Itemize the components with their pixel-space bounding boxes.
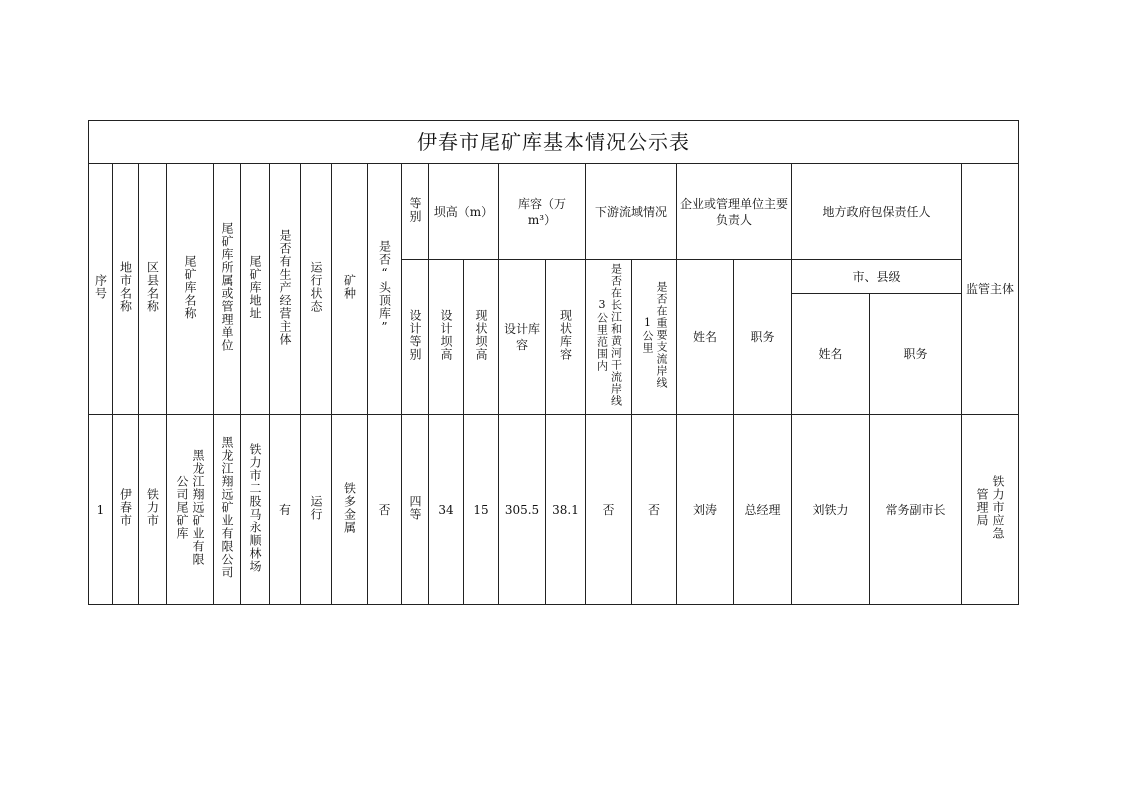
cell-city: 伊春市	[113, 415, 139, 605]
header-production-entity: 是否有生产经营主体	[270, 164, 301, 415]
header-city: 地市名称	[113, 164, 139, 415]
cell-company-title: 总经理	[734, 415, 792, 605]
header-gov-name: 姓名	[792, 294, 870, 415]
header-company-name: 姓名	[677, 260, 734, 415]
header-head-reservoir: 是否“头顶库”	[368, 164, 402, 415]
header-capacity-group: 库容（万 m³）	[499, 164, 586, 260]
header-seq: 序号	[89, 164, 113, 415]
tailings-table	[88, 120, 1019, 605]
cell-current-capacity: 38.1	[546, 415, 586, 605]
cell-tailings-name: 黑龙江翔远矿业有限公司尾矿库	[167, 415, 214, 605]
cell-company-name: 刘涛	[677, 415, 734, 605]
cell-county: 铁力市	[139, 415, 167, 605]
table-title: 伊春市尾矿库基本情况公示表	[89, 121, 1019, 164]
cell-production-entity: 有	[270, 415, 301, 605]
cell-gov-name: 刘铁力	[792, 415, 870, 605]
header-company-group: 企业或管理单位主要负责人	[677, 164, 792, 260]
header-company-title: 职务	[734, 260, 792, 415]
table-row	[89, 415, 1019, 605]
header-grade-group: 等别	[402, 164, 429, 260]
header-design-height: 设计坝高	[429, 260, 464, 415]
header-downstream-group: 下游流域情况	[586, 164, 677, 260]
cell-seq: 1	[89, 415, 113, 605]
header-tailings-name: 尾矿库名称	[167, 164, 214, 415]
header-address: 尾矿库地址	[241, 164, 270, 415]
header-current-height: 现状坝高	[464, 260, 499, 415]
header-owner: 尾矿库所属或管理单位	[214, 164, 241, 415]
header-near-river: 是否在长江和黄河干流岸线3公里范围内	[586, 260, 632, 415]
header-supervisor: 监管主体	[962, 164, 1019, 415]
header-design-capacity: 设计库容	[499, 260, 546, 415]
cell-design-grade: 四等	[402, 415, 429, 605]
header-gov-group: 地方政府包保责任人	[792, 164, 962, 260]
header-mineral: 矿种	[332, 164, 368, 415]
cell-design-capacity: 305.5	[499, 415, 546, 605]
cell-near-river: 否	[586, 415, 632, 605]
cell-near-tributary: 否	[632, 415, 677, 605]
header-near-tributary: 是否在重要支流岸线1公里	[632, 260, 677, 415]
header-gov-title: 职务	[870, 294, 962, 415]
header-county: 区县名称	[139, 164, 167, 415]
header-current-capacity: 现状库容	[546, 260, 586, 415]
header-gov-subgroup: 市、县级	[792, 260, 962, 294]
cell-current-height: 15	[464, 415, 499, 605]
cell-supervisor: 铁力市应急管理局	[962, 415, 1019, 605]
header-design-grade: 设计等别	[402, 260, 429, 415]
header-status: 运行状态	[301, 164, 332, 415]
header-dam-height-group: 坝高（m）	[429, 164, 499, 260]
cell-status: 运行	[301, 415, 332, 605]
cell-gov-title: 常务副市长	[870, 415, 962, 605]
cell-design-height: 34	[429, 415, 464, 605]
cell-mineral: 铁多金属	[332, 415, 368, 605]
cell-owner: 黑龙江翔远矿业有限公司	[214, 415, 241, 605]
cell-address: 铁力市二股马永顺林场	[241, 415, 270, 605]
cell-head-reservoir: 否	[368, 415, 402, 605]
